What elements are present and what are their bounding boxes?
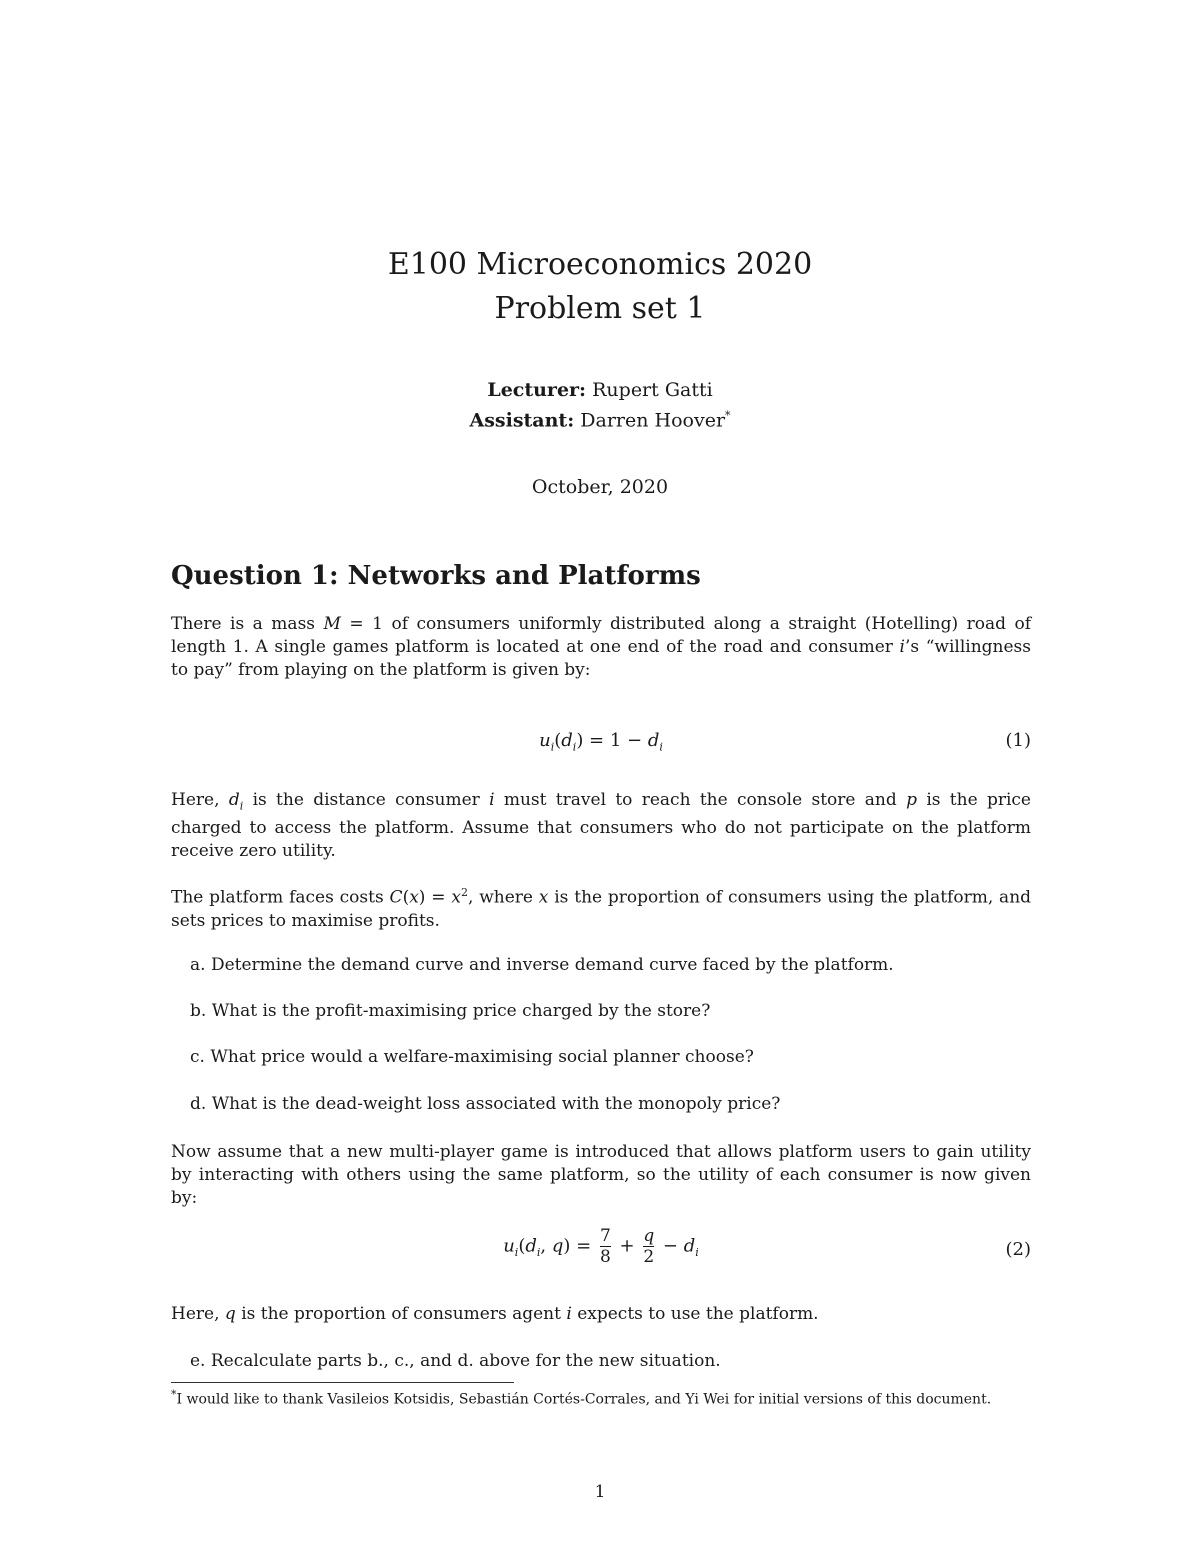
equation-2 bbox=[171, 1226, 1031, 1274]
assistant-line bbox=[0, 403, 1200, 433]
footnote: *I would like to thank Vasileios Kotsidis, Sebastián Cortés-Corrales, and Yi Wei for initial versions of this document. bbox=[171, 1388, 992, 1408]
document-date: October, 2020 bbox=[531, 476, 669, 498]
document-title bbox=[0, 243, 1200, 331]
title-line-2: Problem set 1 bbox=[494, 291, 706, 326]
lecturer-name: Rupert Gatti bbox=[592, 379, 713, 401]
paragraph-intro: There is a mass M = 1 of consumers uniformly distributed along a straight (Hotelling) road of length 1. A single games platform is located at one end of the road and consumer i’s “willingness to pay” from playing on the platform is given by: bbox=[171, 614, 1032, 680]
lecturer-label: Lecturer: bbox=[487, 379, 587, 401]
equation-1 bbox=[171, 730, 1031, 770]
section-heading: Question 1: Networks and Platforms bbox=[171, 561, 701, 591]
equation-2-number: (2) bbox=[1005, 1239, 1031, 1260]
paragraph-expectations: Here, q is the proportion of consumers agent i expects to use the platform. bbox=[171, 1304, 819, 1324]
equation-1-expression: $u_i(d_i) = 1 - d_i$ bbox=[539, 730, 663, 754]
lecturer-line bbox=[0, 377, 1200, 403]
equation-2-expression: $u_i(d_i$, q) = $\frac{7}{8}$ + $\frac{q}{2}$ − $d_i$ bbox=[503, 1226, 699, 1267]
list-item: d. What is the dead-weight loss associated with the monopoly price? bbox=[190, 1094, 781, 1114]
assistant-name: Darren Hoover bbox=[580, 409, 726, 432]
paragraph-definitions: Here, $d_i$ is the distance consumer i must travel to reach the console store and p is the price charged to access the platform. Assume that consumers who do not participate on the platform receive zero utility. bbox=[171, 790, 1031, 862]
author-block bbox=[0, 377, 1200, 433]
title-line-1: E100 Microeconomics 2020 bbox=[387, 247, 813, 282]
paragraph-network: Now assume that a new multi-player game is introduced that allows platform users to gain utility by interacting with others using the same platform, so the utility of each consumer is now given by: bbox=[171, 1142, 1031, 1208]
page-number: 1 bbox=[594, 1482, 606, 1502]
assistant-label: Assistant: bbox=[469, 409, 575, 432]
equation-1-number: (1) bbox=[1005, 730, 1031, 751]
list-item: c. What price would a welfare-maximising social planner choose? bbox=[190, 1047, 754, 1067]
list-item: b. What is the profit-maximising price charged by the store? bbox=[190, 1001, 711, 1021]
list-item: a. Determine the demand curve and inverse demand curve faced by the platform. bbox=[190, 955, 894, 975]
footnote-rule bbox=[171, 1382, 514, 1383]
footnote-mark: * bbox=[725, 409, 731, 422]
list-item: e. Recalculate parts b., c., and d. above for the new situation. bbox=[190, 1351, 721, 1371]
paragraph-costs: The platform faces costs $C(x) = x^2$, where x is the proportion of consumers using the platform, and sets prices to maximise profits. bbox=[171, 886, 1032, 931]
